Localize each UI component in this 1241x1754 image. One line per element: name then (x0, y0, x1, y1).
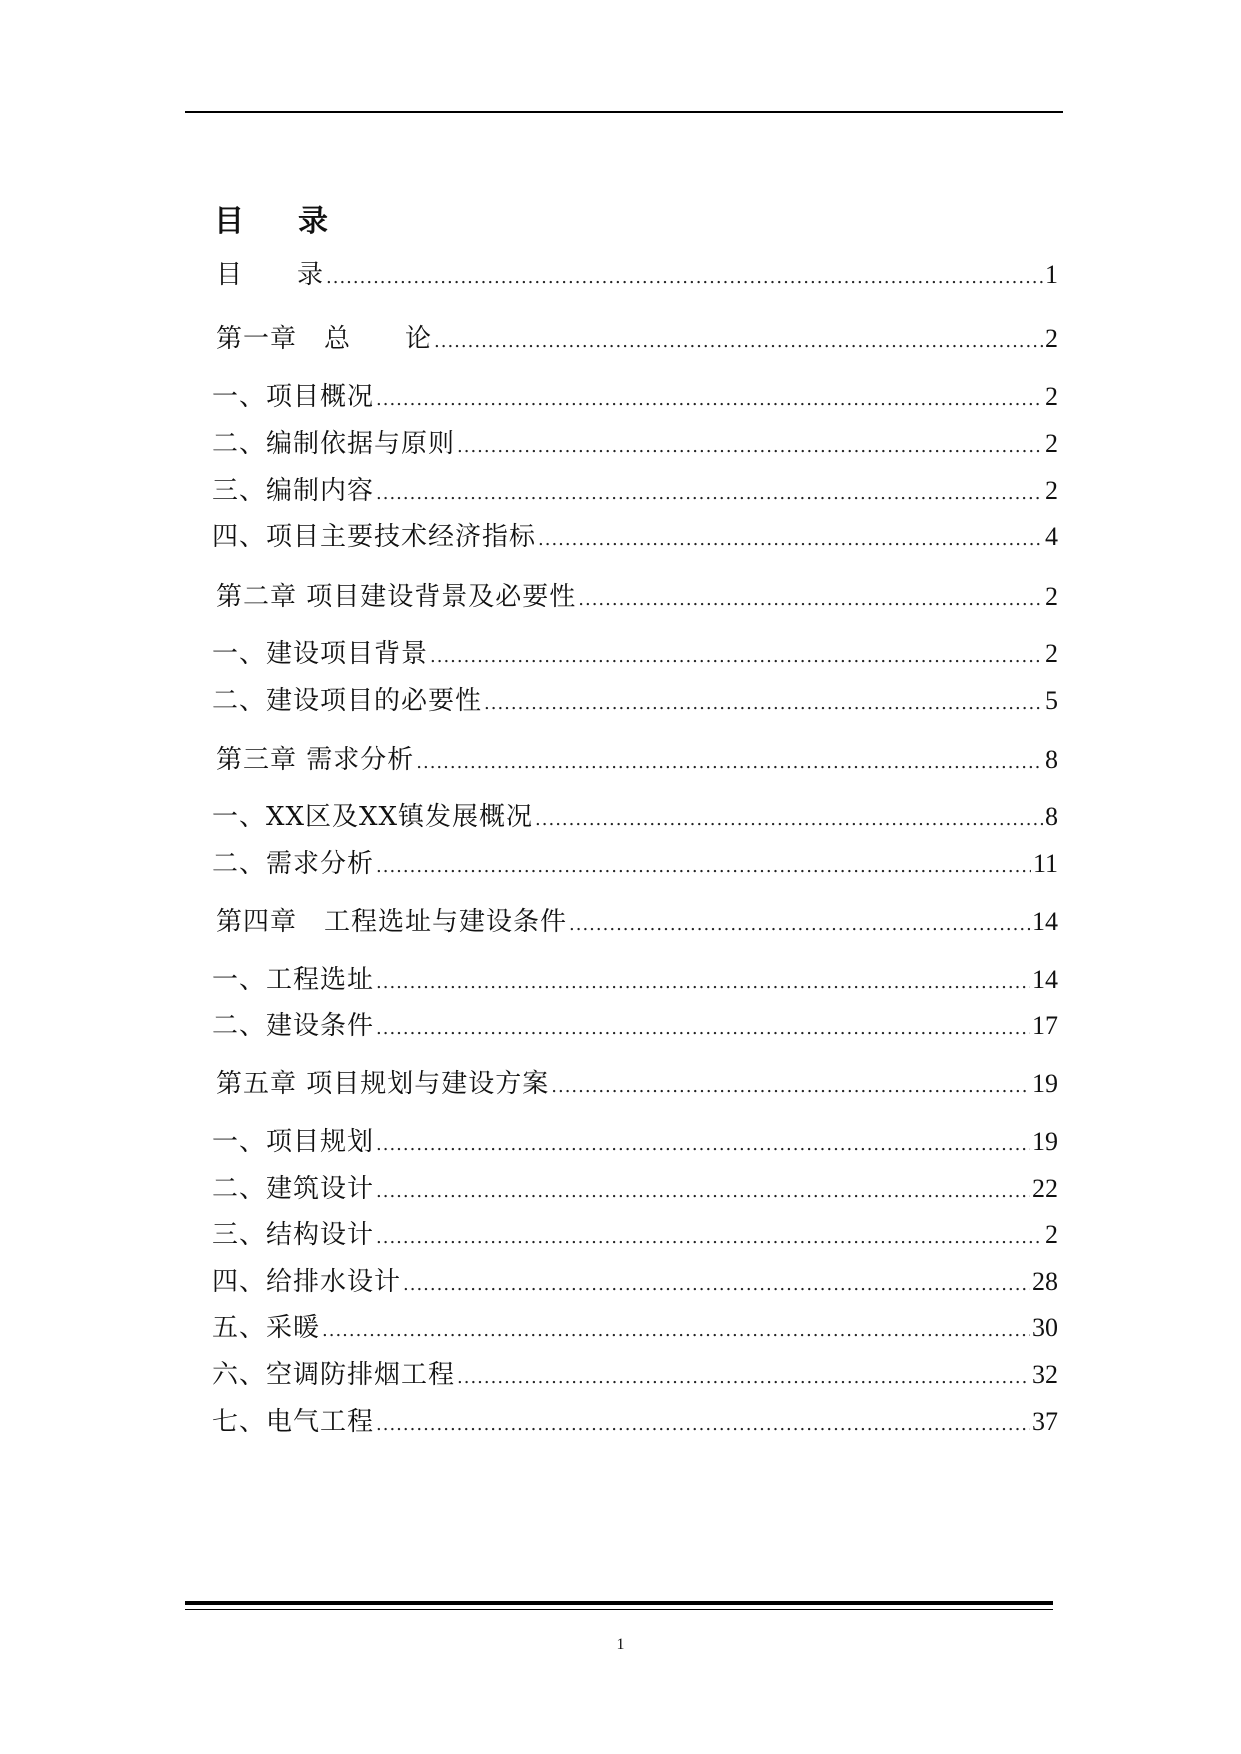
toc-entry-label: 一、建设项目背景 (212, 639, 429, 669)
toc-entry-label: 第三章 需求分析 (216, 745, 415, 775)
toc-leader-dots (376, 1218, 1043, 1258)
toc-entry-label: 第一章 总 论 (216, 324, 433, 354)
toc-leader-dots (376, 963, 1030, 1003)
toc-leader-dots (457, 427, 1043, 467)
footer-rule-thin (185, 1609, 1053, 1610)
toc-entry-label: 二、需求分析 (212, 849, 375, 879)
toc-entry[interactable] (216, 577, 1058, 617)
toc-entry[interactable] (212, 681, 1058, 721)
toc-entry-page: 37 (1032, 1407, 1058, 1436)
toc-entry[interactable] (212, 797, 1058, 837)
toc-entry-label: 目 录 (216, 260, 325, 290)
toc-leader-dots (538, 520, 1043, 560)
toc-entry-label: 七、电气工程 (212, 1407, 375, 1437)
toc-entry[interactable] (212, 424, 1058, 464)
toc-entry-page: 17 (1032, 1011, 1058, 1040)
toc-leader-dots (578, 580, 1043, 620)
toc-entry-page: 30 (1032, 1313, 1058, 1342)
toc-entry[interactable] (212, 1215, 1058, 1255)
toc-entry[interactable] (212, 517, 1058, 557)
toc-entry-page: 19 (1032, 1069, 1058, 1098)
toc-leader-dots (376, 1009, 1030, 1049)
toc-entry-page: 2 (1045, 429, 1058, 458)
page-number: 1 (616, 1636, 625, 1653)
toc-entry-page: 4 (1045, 522, 1058, 551)
toc-entry-label: 二、编制依据与原则 (212, 429, 456, 459)
toc-entry[interactable] (212, 1006, 1058, 1046)
toc-leader-dots (434, 322, 1043, 362)
toc-leader-dots (569, 905, 1030, 945)
toc-entry-label: 三、编制内容 (212, 476, 375, 506)
toc-entry-label: 二、建筑设计 (212, 1174, 375, 1204)
toc-entry[interactable] (212, 377, 1058, 417)
toc-entry[interactable] (212, 960, 1058, 1000)
footer-rule (185, 1601, 1053, 1605)
toc-entry[interactable] (212, 634, 1058, 674)
toc-entry-page: 2 (1045, 382, 1058, 411)
toc-entry-page: 14 (1032, 907, 1058, 936)
toc-leader-dots (551, 1067, 1030, 1107)
toc-entry[interactable] (216, 1064, 1058, 1104)
toc-entry-page: 28 (1032, 1267, 1058, 1296)
toc-entry-page: 5 (1045, 686, 1058, 715)
toc-leader-dots (376, 1405, 1030, 1445)
toc-entry[interactable] (212, 1262, 1058, 1302)
toc-leader-dots (457, 1358, 1030, 1398)
toc-entry-label: 三、结构设计 (212, 1220, 375, 1250)
toc-entry[interactable] (212, 471, 1058, 511)
toc-entry[interactable] (216, 902, 1058, 942)
toc-entry-page: 2 (1045, 1220, 1058, 1249)
toc-entry-label: 二、建设条件 (212, 1011, 375, 1041)
toc-entry[interactable] (216, 319, 1058, 359)
toc-leader-dots (430, 637, 1043, 677)
toc-entry-label: 第二章 项目建设背景及必要性 (216, 582, 577, 612)
toc-entry-label: 第五章 项目规划与建设方案 (216, 1069, 550, 1099)
toc-entry-page: 2 (1045, 639, 1058, 668)
toc-entry-label: 一、项目规划 (212, 1127, 375, 1157)
toc-heading-right: 录 (298, 204, 328, 239)
toc-leader-dots (376, 380, 1043, 420)
toc-leader-dots (484, 684, 1043, 724)
toc-entry-label: 四、给排水设计 (212, 1267, 402, 1297)
toc-leader-dots (376, 474, 1043, 514)
toc-heading-left: 目 (214, 204, 244, 239)
toc-entry[interactable] (212, 844, 1058, 884)
toc-entry-label: 五、采暖 (212, 1313, 321, 1343)
toc-entry-label: 六、空调防排烟工程 (212, 1360, 456, 1390)
toc-leader-dots (376, 1172, 1030, 1212)
toc-entry-page: 14 (1032, 965, 1058, 994)
toc-entry-label: 四、项目主要技术经济指标 (212, 522, 537, 552)
toc-leader-dots (326, 258, 1043, 298)
toc-leader-dots (416, 743, 1043, 783)
toc-entry-label: 二、建设项目的必要性 (212, 686, 483, 716)
toc-leader-dots (376, 1125, 1030, 1165)
toc-leader-dots (535, 800, 1043, 840)
toc-entry-label: 第四章 工程选址与建设条件 (216, 907, 568, 937)
toc-entry[interactable] (212, 1122, 1058, 1162)
toc-entry-page: 11 (1032, 849, 1058, 878)
toc-entry[interactable] (212, 1169, 1058, 1209)
toc-entry[interactable] (212, 1402, 1058, 1442)
toc-leader-dots (322, 1311, 1030, 1351)
toc-entry[interactable] (216, 740, 1058, 780)
toc-entry-label: 一、XX区及XX镇发展概况 (212, 802, 534, 832)
toc-entry-page: 2 (1045, 324, 1058, 353)
toc-entry-page: 8 (1045, 802, 1058, 831)
toc-leader-dots (376, 847, 1031, 887)
toc-entry[interactable] (212, 1355, 1058, 1395)
toc-entry-page: 32 (1032, 1360, 1058, 1389)
toc-entry-page: 8 (1045, 745, 1058, 774)
toc-entry[interactable] (212, 1308, 1058, 1348)
toc-entry-label: 一、工程选址 (212, 965, 375, 995)
toc-leader-dots (403, 1265, 1030, 1305)
toc-entry-label: 一、项目概况 (212, 382, 375, 412)
toc-entry-page: 2 (1045, 476, 1058, 505)
toc-entry-page: 2 (1045, 582, 1058, 611)
toc-entry[interactable] (216, 255, 1058, 295)
toc-entry-page: 22 (1032, 1174, 1058, 1203)
toc-entry-page: 19 (1032, 1127, 1058, 1156)
toc-entry-page: 1 (1045, 260, 1058, 289)
